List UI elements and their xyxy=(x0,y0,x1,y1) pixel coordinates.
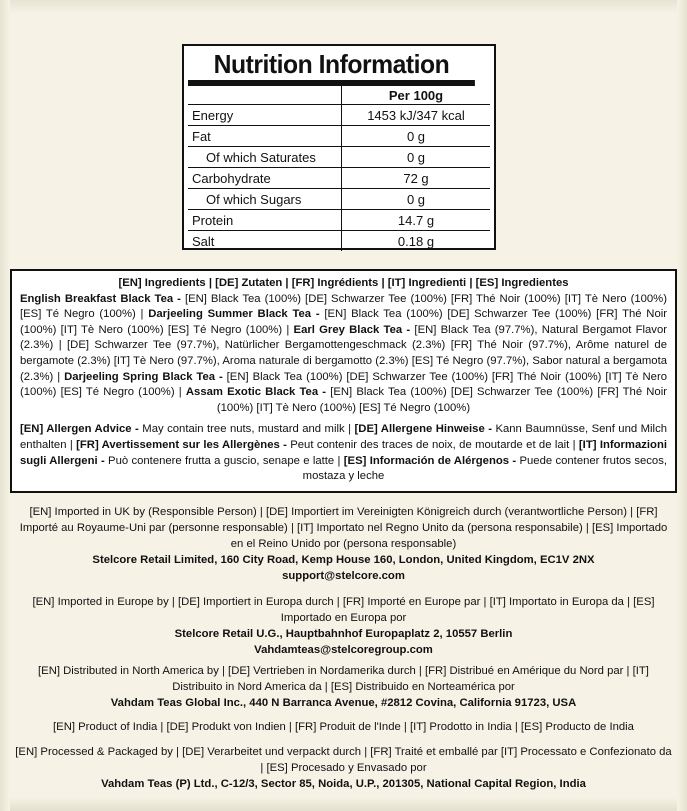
tea-ingredients: [EN] Black Tea (100%) [DE] Schwarzer Tee (100%) [FR] Thé Noir (100%) [IT] Tè Nero (100%) [ES] Té Negro (100%) xyxy=(216,386,667,414)
allergen-text: Puede contener frutos secos, mostaza y leche xyxy=(302,454,667,483)
ingredients-header: [EN] Ingredients | [DE] Zutaten | [FR] Ingrédients | [IT] Ingredienti | [ES] Ingredientes xyxy=(118,277,569,289)
allergen-text: Kann Baumnüsse, Senf und Milch enthalten | xyxy=(20,423,667,451)
nutrition-header-row xyxy=(188,86,490,105)
tea-name: Darjeeling Spring Black Tea - xyxy=(64,370,223,383)
nutrient-value: 14.7 g xyxy=(342,210,491,231)
allergen-text: Peut contenir des traces de noix, de moutarde et de lait | xyxy=(286,438,579,451)
tea-ingredients: [EN] Black Tea (100%) [DE] Schwarzer Tee (100%) [FR] Thé Noir (100%) [IT] Tè Nero (100%) [ES] Té Negro (100%) | xyxy=(20,308,667,336)
nutrition-row xyxy=(188,126,490,147)
allergen-text: May contain tree nuts, mustard and milk | xyxy=(138,423,355,436)
nutrition-row xyxy=(188,147,490,168)
nutrition-per-label: Per 100g xyxy=(342,86,491,105)
uk-importer-address: Stelcore Retail Limited, 160 City Road, Kemp House 160, London, United Kingdom, EC1V 2NX xyxy=(92,554,595,566)
na-distributor-address: Vahdam Teas Global Inc., 440 N Barranca Avenue, #2812 Covina, California 91723, USA xyxy=(110,697,577,709)
allergen-label: [ES] Información de Alérgenos - xyxy=(343,454,517,467)
tea-ingredients: [EN] Black Tea (100%) [DE] Schwarzer Tee (100%) [FR] Thé Noir (100%) [IT] Tè Nero (100%) [ES] Té Negro (100%) | xyxy=(20,292,667,321)
packer-block xyxy=(14,744,673,792)
origin-block xyxy=(14,719,673,735)
box-edge-top xyxy=(0,0,687,14)
nutrition-panel xyxy=(182,44,496,250)
nutrient-name: Of which Sugars xyxy=(188,189,342,210)
nutrient-name: Protein xyxy=(188,210,342,231)
eu-importer-address: Stelcore Retail U.G., Hauptbahnhof Europaplatz 2, 10557 Berlin xyxy=(174,628,513,640)
ingredients-panel xyxy=(10,269,677,493)
nutrition-title: Nutrition Information xyxy=(188,48,475,86)
uk-importer-email: support@stelcore.com xyxy=(282,570,405,582)
nutrient-name: Of which Saturates xyxy=(188,147,342,168)
nutrient-name: Salt xyxy=(192,233,215,249)
na-distributor-text: [EN] Distributed in North America by | [DE] Vertrieben in Nordamerika durch | [FR] Distribué en Amérique du Nord par | [IT] Distribuito in Nord America da | [ES] Distribuido en Norteamérica por xyxy=(38,665,649,693)
nutrition-row xyxy=(188,168,490,189)
allergen-label: [EN] Allergen Advice - xyxy=(20,423,139,436)
nutrient-value: 0 g xyxy=(342,189,491,210)
box-edge-right xyxy=(677,0,687,811)
tea-ingredients: [EN] Black Tea (97.7%), Natural Bergamot Flavor (2.3%) | [DE] Schwarzer Tee (97.7%), Natürlicher Bergamottengeschmack (2.3%) [FR] Thé Noir (97.7%), Arôme naturel de bergamote (2.3%) [IT] Tè Nero (97.7%), Aroma naturale di bergamotto (2.3%) [ES] Té Negro (97.7%), Sabor natural a bergamota (2.3%) | xyxy=(20,323,667,383)
nutrient-value: 0 g xyxy=(342,126,491,147)
eu-importer-email: Vahdamteas@stelcoregroup.com xyxy=(254,644,433,656)
tea-name: Earl Grey Black Tea - xyxy=(293,323,411,336)
box-edge-left xyxy=(0,0,10,811)
nutrient-value: 72 g xyxy=(342,168,491,189)
allergen-advice xyxy=(20,422,667,484)
tea-name: English Breakfast Black Tea - xyxy=(20,292,181,305)
tea-ingredients: [EN] Black Tea (100%) [DE] Schwarzer Tee (100%) [FR] Thé Noir (100%) [IT] Tè Nero (100%) [ES] Té Negro (100%) | xyxy=(20,370,667,399)
nutrition-row xyxy=(188,189,490,210)
ingredients-list xyxy=(20,292,667,417)
nutrient-value: 1453 kJ/347 kcal xyxy=(342,105,491,126)
nutrition-row xyxy=(188,105,490,126)
nutrient-name: Carbohydrate xyxy=(188,168,342,189)
tea-name: Darjeeling Summer Black Tea - xyxy=(148,308,320,321)
nutrient-name: Fat xyxy=(188,126,342,147)
allergen-text: Può contenere frutta a guscio, senape e latte | xyxy=(104,454,344,467)
nutrition-table xyxy=(188,86,490,251)
uk-importer-text: [EN] Imported in UK by (Responsible Person) | [DE] Importiert im Vereinigten Königreich durch (verantwortliche Person) | [FR] Importé au Royaume-Uni par (personne responsable) | [IT] Importato nel Regno Unito da (persona responsabile) | [ES] Importado en el Reino Unido por (persona responsable) xyxy=(19,506,668,550)
origin-text: [EN] Product of India | [DE] Produkt von Indien | [FR] Produit de l'Inde | [IT] Prodotto in India | [ES] Producto de India xyxy=(53,721,634,733)
nutrient-value: 0.18 g xyxy=(342,231,491,252)
eu-importer-block xyxy=(14,594,673,658)
eu-importer-text: [EN] Imported in Europe by | [DE] Importiert in Europa durch | [FR] Importé en Europe par | [IT] Importato in Europa da | [ES] Importado en Europa por xyxy=(32,596,655,624)
packer-address: Vahdam Teas (P) Ltd., C-12/3, Sector 85, Noida, U.P., 201305, National Capital Region, India xyxy=(101,778,586,790)
allergen-label: [DE] Allergene Hinweise - xyxy=(354,423,492,436)
tea-name: Assam Exotic Black Tea - xyxy=(185,386,327,399)
packer-text: [EN] Processed & Packaged by | [DE] Verarbeitet und verpackt durch | [FR] Traité et emballé par [IT] Processato e Confezionato da | [ES] Procesado y Envasado por xyxy=(15,746,672,774)
nutrition-header-blank xyxy=(188,86,342,105)
nutrient-name: Energy xyxy=(188,105,342,126)
uk-importer-block xyxy=(14,504,673,584)
nutrient-value: 0 g xyxy=(342,147,491,168)
allergen-label: [FR] Avertissement sur les Allergènes - xyxy=(76,438,287,451)
box-edge-bottom xyxy=(0,797,687,811)
allergen-label: [IT] Informazioni sugli Allergeni - xyxy=(20,438,667,467)
nutrition-row xyxy=(188,210,490,231)
nutrition-row xyxy=(188,231,490,252)
na-distributor-block xyxy=(14,663,673,711)
